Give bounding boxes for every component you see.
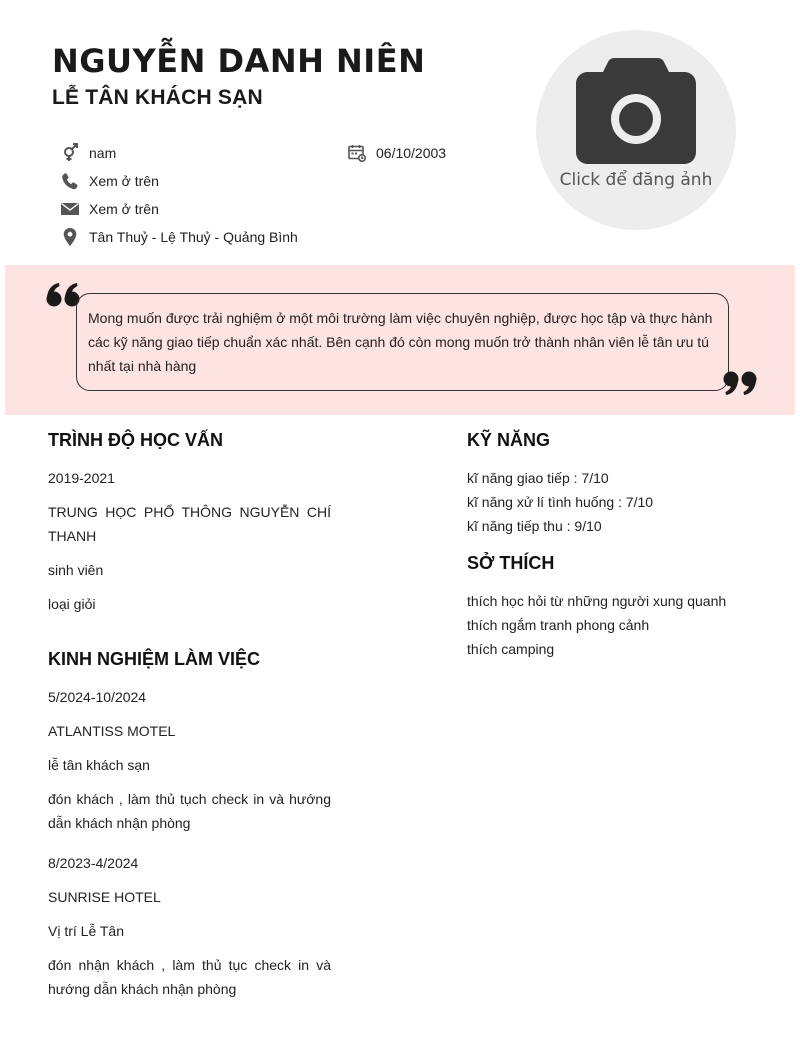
address-value: Tân Thuỷ - Lệ Thuỷ - Quảng Bình	[89, 229, 298, 245]
avatar-upload[interactable]	[536, 30, 736, 230]
candidate-name: NGUYỄN DANH NIÊN	[52, 42, 426, 80]
job-period: 8/2023-4/2024	[48, 855, 139, 871]
education-role: sinh viên	[48, 562, 104, 578]
experience-title: KINH NGHIỆM LÀM VIỆC	[48, 649, 261, 669]
hobbies-list	[467, 589, 726, 661]
skill-item: kĩ năng tiếp thu : 9/10	[467, 518, 602, 534]
hobby-item: thích học hỏi từ những người xung quanh	[467, 593, 727, 609]
gender-value: nam	[89, 145, 117, 161]
hobby-item: thích ngắm tranh phong cảnh	[467, 617, 650, 633]
phone-row	[60, 171, 159, 191]
job-description: đón nhận khách , làm thủ tục check in và hướng dẫn khách nhận phòng	[48, 957, 331, 997]
envelope-icon	[60, 199, 80, 219]
avatar-upload-label: Click để đăng ảnh	[559, 170, 713, 190]
location-pin-icon	[60, 227, 80, 247]
birthday-value: 06/10/2003	[376, 145, 447, 161]
job-period: 5/2024-10/2024	[48, 689, 147, 705]
birthday-row	[347, 143, 446, 163]
education-grade: loại giỏi	[48, 596, 96, 612]
objective-text: Mong muốn được trải nghiệm ở một môi trường làm việc chuyên nghiệp, được học tập và thực hành các kỹ năng giao tiếp chuẩn xác nhất. Bên cạnh đó còn mong muốn trở thành nhân viên lễ tân ưu tú nhất tại nhà hàng	[76, 293, 729, 391]
gender-icon	[60, 143, 80, 163]
hobbies-title: SỞ THÍCH	[467, 553, 555, 573]
camera-icon	[576, 58, 696, 164]
email-row	[60, 199, 159, 219]
education-school: TRUNG HỌC PHỔ THÔNG NGUYỄN CHÍ THANH	[48, 504, 331, 544]
job-position: Vị trí Lễ Tân	[48, 923, 125, 939]
calendar-icon	[347, 143, 367, 163]
close-quote-icon	[723, 368, 757, 396]
email-value: Xem ở trên	[89, 201, 159, 217]
education-title: TRÌNH ĐỘ HỌC VẤN	[48, 430, 223, 450]
education-period: 2019-2021	[48, 470, 115, 486]
skill-item: kĩ năng xử lí tình huống : 7/10	[467, 494, 654, 510]
address-row	[60, 227, 298, 247]
job-description: đón khách , làm thủ tụch check in và hướng dẫn khách nhận phòng	[48, 791, 331, 831]
skills-list	[467, 466, 653, 538]
job-company: SUNRISE HOTEL	[48, 889, 161, 905]
open-quote-icon	[46, 282, 80, 310]
gender-row	[60, 143, 116, 163]
skill-item: kĩ năng giao tiếp : 7/10	[467, 470, 609, 486]
job-title: LỄ TÂN KHÁCH SẠN	[52, 86, 263, 109]
phone-value: Xem ở trên	[89, 173, 159, 189]
phone-icon	[60, 171, 80, 191]
job-position: lễ tân khách sạn	[48, 757, 150, 773]
hobby-item: thích camping	[467, 641, 555, 657]
skills-title: KỸ NĂNG	[467, 430, 551, 450]
job-company: ATLANTISS MOTEL	[48, 723, 176, 739]
